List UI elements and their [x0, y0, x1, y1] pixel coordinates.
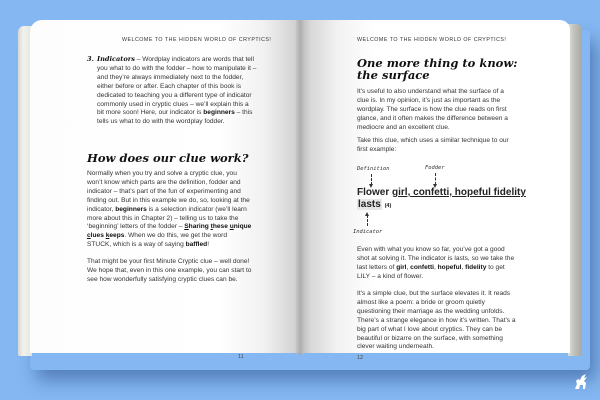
- clue-length: (4): [384, 203, 392, 209]
- bold-fidelity: fidelity: [465, 263, 487, 271]
- text: . When we do this, we get the word STUCK, which is a way of saying: [87, 232, 228, 249]
- text: ,: [406, 263, 411, 271]
- heading-how-does-clue-work: How does our clue work?: [87, 151, 249, 165]
- clue-definition: Flower: [357, 187, 390, 198]
- list-text-end: – this tells us what to do with the wordplay fodder.: [97, 109, 253, 126]
- text: to get LILY – a kind of flower.: [357, 263, 505, 280]
- text: Normally when you try and solve a cryptic clue, you won’t know which parts are the definition, fodder and indicator – that’s part of the fun of experimenting and finding out. But in this example we do, so, looking at the indicator,: [87, 170, 250, 213]
- paragraph-surface: It’s useful to also understand what the surface of a clue is. In my opinion, it’s just as important as the wordplay. The surface is how the clue reads on first glance, and it often makes the difference between a mediocre and an excellent clue.: [357, 88, 508, 131]
- underlined-letter: t: [210, 223, 213, 231]
- running-head-left: WELCOME TO THE HIDDEN WORLD OF CRYPTICS!: [122, 37, 272, 43]
- running-head-right: WELCOME TO THE HIDDEN WORLD OF CRYPTICS!: [357, 37, 507, 43]
- text: ,: [433, 263, 438, 271]
- bold-confetti: confetti: [410, 263, 434, 271]
- list-item-indicators: [97, 55, 257, 127]
- bold-text: hese: [212, 223, 230, 231]
- paragraph-normally: [87, 170, 252, 250]
- annotation-definition: Definition: [357, 166, 390, 172]
- paragraph-take-this-clue: Take this clue, which uses a similar technique to our first example:: [357, 137, 509, 153]
- bold-beginners: beginners: [115, 205, 147, 213]
- bold-text: nique: [233, 223, 252, 231]
- text: is a selection indicator (we’ll learn more about this in Chapter 2) – telling us to take the ‘beginning’ letters of the fodder –: [87, 205, 247, 231]
- text: Even with what you know so far, you’ve got a good shot at solving it. The indicator is lasts, so we take the last letters of: [357, 246, 515, 271]
- text: !: [207, 241, 210, 249]
- arrow-down-icon: [371, 174, 372, 185]
- bold-girl: girl: [396, 263, 407, 271]
- griffin-logo-icon: [572, 373, 590, 396]
- book-spine: [296, 20, 304, 355]
- clue-fodder: girl, confetti, hopeful fidelity: [392, 187, 526, 198]
- bold-hopeful: hopeful: [437, 263, 462, 271]
- page-number-right: 12: [357, 355, 364, 361]
- bold-baffled: baffled: [185, 241, 208, 249]
- underlined-letter: S: [184, 223, 189, 231]
- bold-text: eeps: [109, 232, 125, 240]
- paragraph-first-clue: That might be your first Minute Cryptic clue – well done! We hope that, even in this one example, you can start to see how wonderfully satisfying cryptic clues can be.: [87, 258, 252, 283]
- page-number-left: 11: [238, 354, 244, 360]
- heading-one-more-thing: [357, 57, 518, 81]
- underlined-letter: u: [229, 223, 234, 231]
- bold-text: haring: [188, 223, 211, 231]
- arrow-up-icon: [367, 215, 368, 226]
- term-indicators: Indicators: [97, 55, 135, 63]
- list-text: – Wordplay indicators are words that tell you what to do with the fodder – how to manipulate it – and they’re always immediately next to the fodder, either before or after. Each chapter of this book is dedicated to teaching you a different type of indicator commonly used in cryptic clues – we’ll explain this a bit more soon! Here, our indicator is: [97, 56, 257, 117]
- clue-indicator: lasts: [358, 199, 381, 210]
- example-clue: [357, 187, 587, 212]
- heading-line-1: One more thing to know:: [357, 56, 518, 70]
- heading-line-2: the surface: [357, 68, 430, 82]
- annotation-indicator: Indicator: [353, 229, 383, 235]
- annotation-fodder: Fodder: [425, 165, 445, 171]
- underlined-letter: c: [87, 232, 91, 240]
- arrow-down-icon: [435, 173, 436, 185]
- text: ,: [461, 263, 466, 271]
- paragraph-even-with: [357, 246, 517, 282]
- bold-text: lues: [90, 232, 106, 240]
- paragraph-simple-clue: It’s a simple clue, but the surface elevates it. It reads almost like a poem: a bride or groom quietly questioning their marriage as the wedding unfolds. There’s a strange elegance in how it’s written. That’s a big part of what I love about cryptics. They can be beautiful or bizarre on the surface, with something clever waiting underneath.: [357, 290, 516, 351]
- list-marker: 3.: [87, 55, 94, 63]
- bold-beginners: beginners: [203, 109, 235, 117]
- underlined-letter: k: [105, 232, 110, 240]
